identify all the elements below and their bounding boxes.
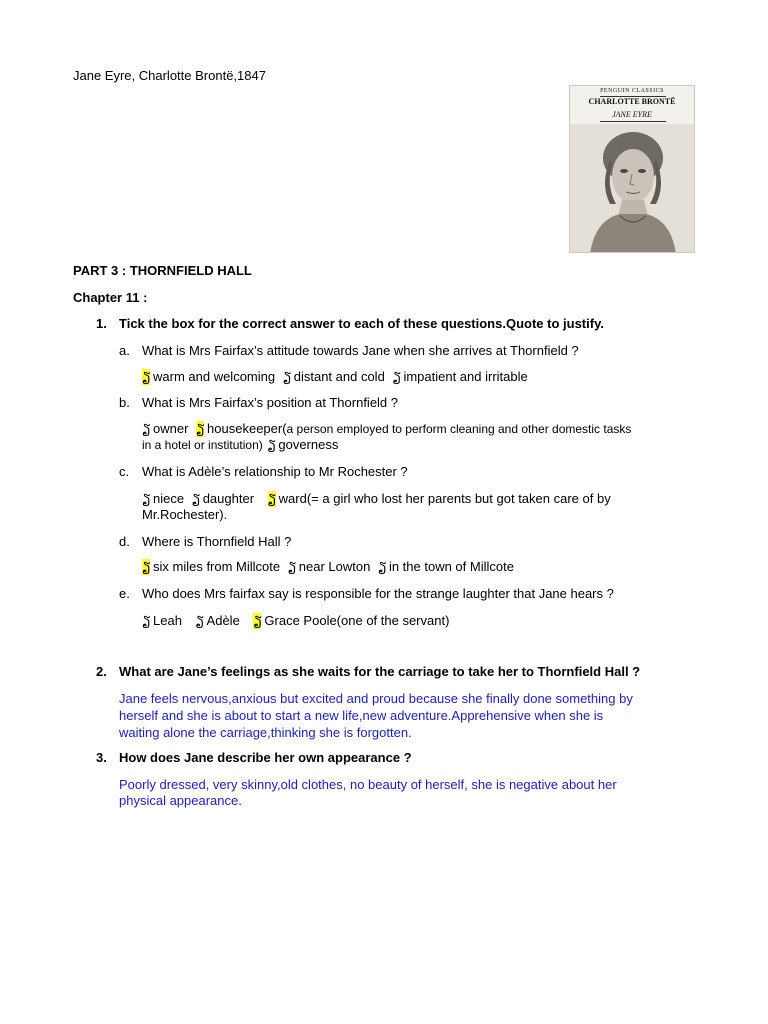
cover-author: CHARLOTTE BRONTË — [588, 97, 676, 106]
q1c-question: What is Adèle’s relationship to Mr Rochester ? — [142, 464, 408, 479]
q1a-letter: a. — [119, 343, 130, 358]
option-label: impatient and irritable — [403, 369, 528, 384]
q1b-letter: b. — [119, 395, 130, 410]
q1a-question: What is Mrs Fairfax’s attitude towards Jane when she arrives at Thornfield ? — [142, 343, 579, 358]
checkbox-icon[interactable]: ຽ — [142, 421, 151, 436]
q1c-letter: c. — [119, 464, 130, 479]
q1c-options-line1 — [142, 491, 611, 507]
checkbox-icon[interactable]: ຽ — [196, 421, 205, 436]
q1c-options-line2: Mr.Rochester). — [142, 507, 228, 522]
q2-answer-line: herself and she is about to start a new life,new adventure.Apprehensive when she is — [119, 708, 604, 723]
q1-number: 1. — [96, 316, 107, 331]
q1b-options-line2 — [142, 437, 338, 453]
option-label: warm and welcoming — [153, 369, 276, 384]
q1d-options — [142, 559, 514, 575]
option-label: Adèle — [206, 613, 240, 628]
option-label: housekeeper( — [207, 421, 287, 436]
checkbox-icon[interactable]: ຽ — [392, 369, 402, 384]
q1d-question: Where is Thornfield Hall ? — [142, 534, 292, 549]
option-label: six miles from Millcote — [153, 559, 281, 574]
checkbox-icon[interactable]: ຽ — [267, 437, 276, 452]
checkbox-icon[interactable]: ຽ — [142, 559, 151, 574]
option-label: governess — [278, 437, 339, 452]
q2-text: What are Jane’s feelings as she waits for the carriage to take her to Thornfield Hall ? — [119, 664, 641, 679]
q3-answer-line: physical appearance. — [119, 793, 242, 808]
checkbox-icon[interactable]: ຽ — [282, 369, 292, 384]
checkbox-icon[interactable]: ຽ — [287, 559, 297, 574]
document-header: Jane Eyre, Charlotte Brontë,1847 — [73, 68, 266, 83]
checkbox-icon[interactable]: ຽ — [142, 491, 151, 506]
q3-number: 3. — [96, 750, 107, 765]
q2-answer-line: waiting alone the carriage,thinking she is forgotten. — [119, 725, 412, 740]
option-label: niece — [153, 491, 185, 506]
q1e-question: Who does Mrs fairfax say is responsible for the strange laughter that Jane hears ? — [142, 586, 614, 601]
option-label: Leah — [153, 613, 182, 628]
q1d-letter: d. — [119, 534, 130, 549]
option-note: in a hotel or institution) — [142, 438, 263, 452]
q1a-options — [142, 369, 528, 385]
q1b-question: What is Mrs Fairfax’s position at Thornfield ? — [142, 395, 399, 410]
checkbox-icon[interactable]: ຽ — [253, 613, 263, 628]
book-cover-image — [569, 85, 695, 253]
q1b-options-line1 — [142, 421, 631, 437]
chapter-heading: Chapter 11 : — [73, 290, 148, 305]
q1e-options — [142, 613, 449, 629]
q2-answer-line: Jane feels nervous,anxious but excited and proud because she finally done something by — [119, 691, 633, 706]
checkbox-icon[interactable]: ຽ — [267, 491, 277, 506]
cover-series: PENGUIN CLASSICS — [600, 88, 664, 94]
option-label: Grace Poole(one of the servant) — [264, 613, 450, 628]
q3-answer-line: Poorly dressed, very skinny,old clothes, no beauty of herself, she is negative about her — [119, 777, 617, 792]
portrait-illustration — [570, 124, 695, 253]
cover-title: JANE EYRE — [612, 110, 652, 119]
option-label: daughter — [202, 491, 255, 506]
q1e-letter: e. — [119, 586, 130, 601]
checkbox-icon[interactable]: ຽ — [191, 491, 201, 506]
q2-number: 2. — [96, 664, 107, 679]
checkbox-icon[interactable]: ຽ — [142, 613, 151, 628]
option-label: ward(= a girl who lost her parents but got taken care of by — [278, 491, 611, 506]
q1-text: Tick the box for the correct answer to each of these questions.Quote to justify. — [119, 316, 604, 331]
part-heading: PART 3 : THORNFIELD HALL — [73, 263, 252, 278]
option-note: a person employed to perform cleaning and other domestic tasks — [286, 422, 632, 436]
option-label: near Lowton — [298, 559, 371, 574]
checkbox-icon[interactable]: ຽ — [142, 369, 151, 384]
q3-text: How does Jane describe her own appearance ? — [119, 750, 412, 765]
option-label: in the town of Millcote — [388, 559, 514, 574]
option-label: owner — [153, 421, 189, 436]
checkbox-icon[interactable]: ຽ — [195, 613, 205, 628]
option-label: distant and cold — [293, 369, 385, 384]
checkbox-icon[interactable]: ຽ — [377, 559, 387, 574]
